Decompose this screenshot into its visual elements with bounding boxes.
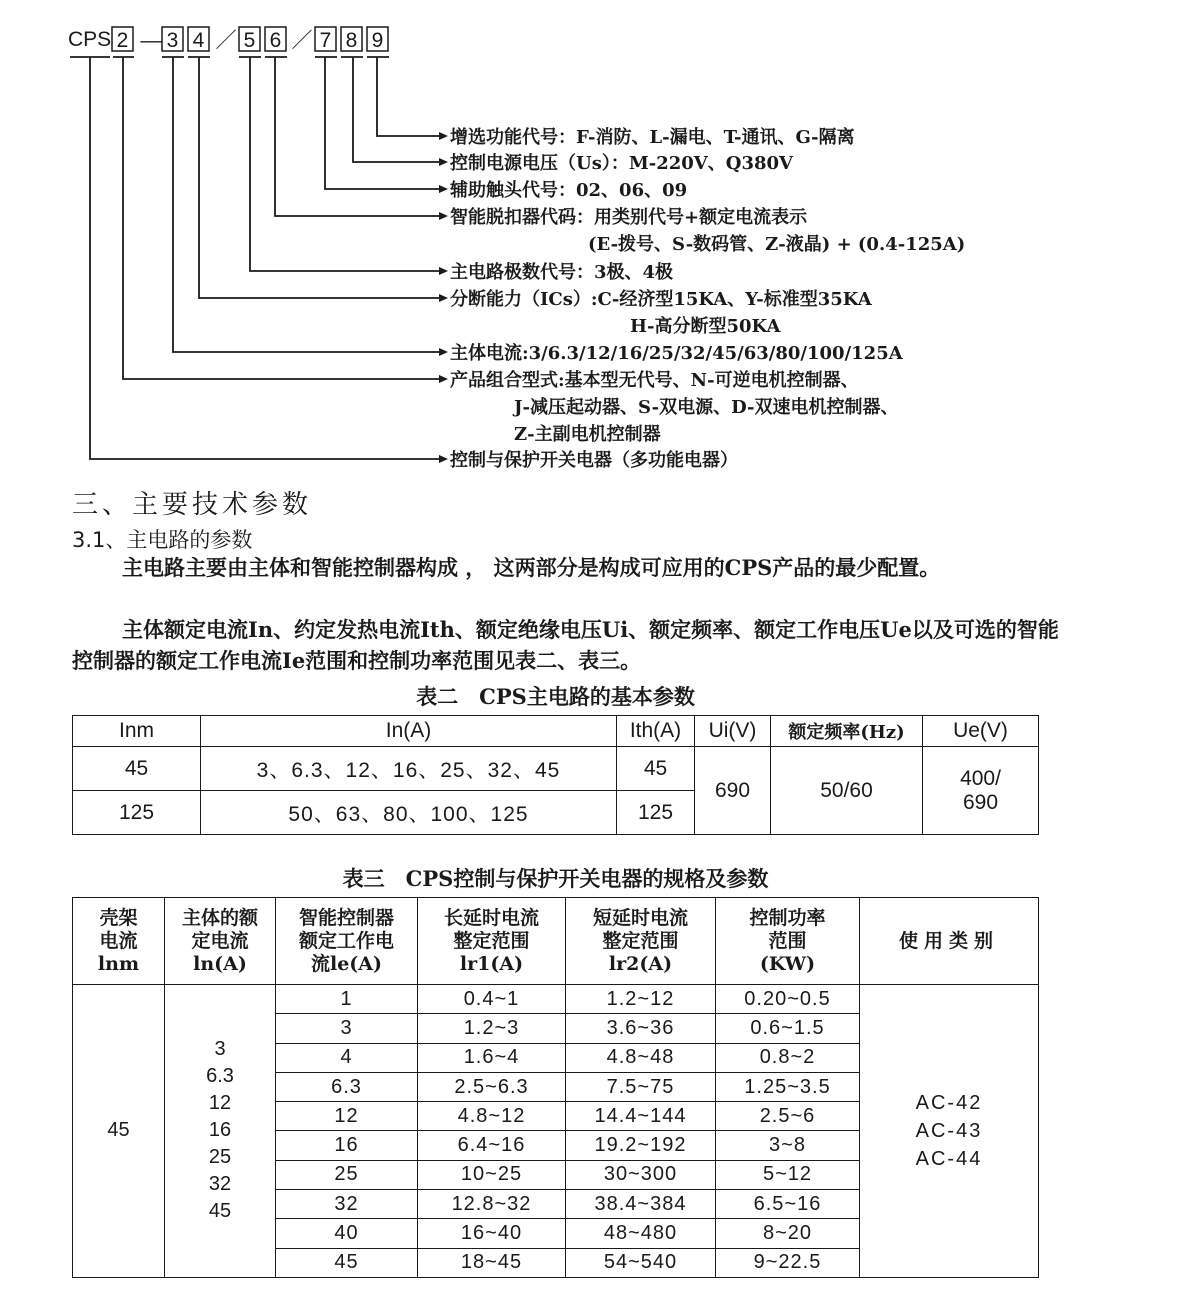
code-description-6: [450, 206, 965, 255]
arrow-right-icon: [439, 267, 448, 275]
code-box-7: [315, 27, 336, 52]
table2-cell-inm: 45: [73, 747, 201, 791]
table3-cell-kw: 6.5~16: [716, 1190, 860, 1219]
table3-cell-ie: 40: [276, 1219, 418, 1248]
header-line: 长延时电流: [443, 906, 539, 929]
table3-header-cell: [165, 898, 276, 985]
code-description-8: [450, 152, 794, 174]
header-line: 控制功率: [749, 906, 826, 929]
table2-cell-in: 50、63、80、100、125: [201, 791, 617, 835]
description-line: J-减压起动器、S-双电源、D-双速电机控制器、: [514, 397, 899, 418]
table3-cell-ie: 32: [276, 1190, 418, 1219]
description-line: 控制与保护开关电器（多功能电器）: [450, 450, 738, 471]
arrow-right-icon: [439, 185, 448, 193]
connector-5: [250, 57, 448, 275]
code-box-label: 6: [269, 29, 282, 52]
table3-header-cell: [418, 898, 566, 985]
body-current-value: 16: [208, 1119, 232, 1142]
table3-cell-kw: 0.8~2: [716, 1043, 860, 1072]
header-line: 短延时电流: [592, 906, 688, 929]
header-line: 范围: [768, 929, 807, 952]
table3-cell-ir1: 16~40: [418, 1219, 566, 1248]
code-separator: ／: [291, 29, 313, 52]
table3-header-cell: [276, 898, 418, 985]
table3-cell-ir1: 10~25: [418, 1160, 566, 1189]
table3-cell-kw: 1.25~3.5: [716, 1072, 860, 1101]
table2-cell-ui: 690: [695, 747, 771, 835]
code-description-7: [449, 179, 687, 201]
arrow-right-icon: [439, 375, 448, 383]
table3-cell-ir2: 1.2~12: [566, 985, 716, 1014]
table3-caption: 表三 CPS控制与保护开关电器的规格及参数: [342, 866, 769, 891]
table3-cell-ir1: 0.4~1: [418, 985, 566, 1014]
table3-cell-kw: 8~20: [716, 1219, 860, 1248]
table3-cell-ir2: 48~480: [566, 1219, 716, 1248]
table3-cell-ir1: 1.6~4: [418, 1043, 566, 1072]
header-line: lr2(A): [608, 952, 673, 975]
table3-cell-ir2: 19.2~192: [566, 1131, 716, 1160]
description-line: 增选功能代号：F-消防、L-漏电、T-通讯、G-隔离: [450, 127, 855, 148]
table3-cell-ir1: 18~45: [418, 1248, 566, 1277]
body-current-value: 45: [208, 1200, 232, 1223]
code-box-label: 7: [319, 29, 332, 52]
code-description-5: [450, 261, 673, 283]
body-current-value: 6.3: [206, 1065, 234, 1088]
table3-cell-ie: 16: [276, 1131, 418, 1160]
connector-3: [173, 57, 448, 356]
connector-9: [377, 57, 448, 140]
table2-header-freq: 额定频率(Hz): [771, 716, 923, 747]
paragraph-1-text: 主电路主要由主体和智能控制器构成 ， 这两部分是构成可应用的CPS产品的最少配置。: [122, 555, 941, 580]
table2-caption: 表二 CPS主电路的基本参数: [416, 684, 695, 709]
table2-header-ith: Ith(A): [617, 716, 695, 747]
header-line: 整定范围: [602, 929, 679, 952]
table3-header-cell: [716, 898, 860, 985]
arrow-right-icon: [439, 212, 448, 220]
table3-cell-usage-category: [860, 985, 1039, 1278]
usage-category-value: AC-42: [915, 1092, 983, 1114]
header-line: ln(A): [193, 952, 247, 975]
table3-cell-ir1: 12.8~32: [418, 1190, 566, 1219]
code-box-9: [367, 27, 388, 52]
code-box-6: [265, 27, 286, 52]
table3-cell-ie: 12: [276, 1102, 418, 1131]
arrow-right-icon: [439, 158, 448, 166]
code-separator: —: [140, 29, 162, 52]
code-box-label: 3: [166, 29, 179, 52]
paragraph-2-text: 主体额定电流In、约定发热电流Ith、额定绝缘电压Ui、额定频率、额定工作电压Ue以及可选的智能控制器的额定工作电流Ie范围和控制功率范围见表二、表三。: [72, 617, 1059, 673]
table3-cell-ir1: 1.2~3: [418, 1014, 566, 1043]
paragraph-parameters: [72, 614, 1062, 676]
header-line: 整定范围: [453, 929, 530, 952]
table3-cell-ie: 1: [276, 985, 418, 1014]
code-box-4: [188, 27, 209, 52]
code-box-3: [162, 27, 183, 52]
description-line: 辅助触头代号：02、06、09: [450, 180, 688, 201]
subsection-title: 3.1、主电路的参数: [72, 528, 253, 552]
header-line: 壳架: [99, 906, 138, 929]
arrow-right-icon: [439, 294, 448, 302]
header-line: 主体的额: [181, 906, 258, 929]
usage-category-value: AC-44: [915, 1148, 983, 1170]
table2-cell-inm: 125: [73, 791, 201, 835]
body-current-value: 25: [208, 1146, 232, 1169]
table3-cell-ir1: 2.5~6.3: [418, 1072, 566, 1101]
code-box-label: 4: [192, 29, 205, 52]
header-line: 使用类别: [898, 929, 999, 952]
table2-ue-line-1: 400/: [960, 766, 1001, 790]
code-separator: ／: [215, 29, 237, 52]
table3-cell-ir2: 30~300: [566, 1160, 716, 1189]
connector-8: [353, 57, 448, 166]
header-line: 额定工作电: [298, 929, 394, 952]
code-box-8: [341, 27, 362, 52]
table3-header-cell: [566, 898, 716, 985]
model-code-diagram: [0, 0, 1196, 480]
table3-cell-ir1: 6.4~16: [418, 1131, 566, 1160]
table3-cell-body-currents: [165, 985, 276, 1278]
description-line: 主体电流:3/6.3/12/16/25/32/45/63/80/100/125A: [450, 343, 903, 364]
table3-cell-ie: 6.3: [276, 1072, 418, 1101]
table2-cell-ue: [923, 747, 1039, 835]
code-box-label: 5: [243, 29, 256, 52]
table3-header-row: [73, 898, 1039, 985]
connector-7: [325, 57, 448, 193]
table3-cell-ie: 4: [276, 1043, 418, 1072]
table2-header-in: In(A): [201, 716, 617, 747]
table2-header-row: [73, 716, 1039, 747]
code-box-label: 9: [371, 29, 384, 52]
code-description-3: [450, 342, 904, 364]
body-current-value: 3: [214, 1038, 226, 1061]
header-line: lr1(A): [459, 952, 524, 975]
header-line: (KW): [759, 952, 816, 975]
description-line: 分断能力（ICs）:C-经济型15KA、Y-标准型35KA: [450, 289, 872, 310]
code-box-5: [239, 27, 260, 52]
connector-CPS: [90, 57, 448, 463]
description-line: 控制电源电压（Us）：M-220V、Q380V: [450, 153, 793, 174]
connector-6: [275, 57, 448, 220]
table3-header-cell: [73, 898, 165, 985]
table-row: [73, 985, 1039, 1014]
arrow-right-icon: [439, 455, 448, 463]
header-line: 定电流: [191, 929, 249, 952]
header-line: 流le(A): [310, 952, 383, 975]
description-line: 智能脱扣器代码：用类别代号+额定电流表示: [450, 207, 808, 228]
table3-cell-kw: 9~22.5: [716, 1248, 860, 1277]
model-prefix: CPS: [68, 28, 112, 51]
table3-cell-ir2: 3.6~36: [566, 1014, 716, 1043]
description-line: 产品组合型式:基本型无代号、N-可逆电机控制器、: [450, 370, 859, 391]
usage-category-value: AC-43: [915, 1120, 983, 1142]
section-title: 三、主要技术参数: [72, 490, 313, 520]
header-line: lnm: [97, 952, 140, 975]
code-box-label: 8: [345, 29, 358, 52]
table2-ue-line-2: 690: [962, 790, 999, 814]
header-line: 电流: [99, 929, 138, 952]
code-box-2: [112, 27, 133, 52]
table3-cell-ie: 45: [276, 1248, 418, 1277]
table2-main-circuit-params: [72, 715, 1039, 835]
code-description-9: [450, 126, 855, 148]
table3-cell-ie: 25: [276, 1160, 418, 1189]
table3-cell-ir2: 54~540: [566, 1248, 716, 1277]
table2-cell-ith: 45: [617, 747, 695, 791]
table2-cell-ith: 125: [617, 791, 695, 835]
arrow-right-icon: [439, 348, 448, 356]
table3-cell-ir2: 7.5~75: [566, 1072, 716, 1101]
table3-cps-specs: [72, 897, 1039, 1278]
body-current-value: 32: [208, 1173, 232, 1196]
table3-cell-ie: 3: [276, 1014, 418, 1043]
table2-header-ui: Ui(V): [695, 716, 771, 747]
arrow-right-icon: [439, 132, 448, 140]
table3-cell-kw: 5~12: [716, 1160, 860, 1189]
body-current-value: 12: [208, 1092, 232, 1115]
table3-cell-kw: 0.6~1.5: [716, 1014, 860, 1043]
code-description-4: [450, 288, 873, 337]
connector-4: [199, 57, 448, 302]
code-description-CPS: [450, 449, 738, 471]
table3-cell-ir1: 4.8~12: [418, 1102, 566, 1131]
table3-cell-kw: 2.5~6: [716, 1102, 860, 1131]
table3-cell-frame-current: 45: [73, 985, 165, 1278]
connector-2: [123, 57, 448, 383]
paragraph-main-circuit: [72, 552, 1062, 583]
description-line: H-高分断型50KA: [630, 316, 781, 337]
description-line: 主电路极数代号：3极、4极: [450, 262, 674, 283]
table3-cell-ir2: 14.4~144: [566, 1102, 716, 1131]
table3-header-cell: [860, 898, 1039, 985]
table-row: [73, 747, 1039, 791]
table2-header-inm: Inm: [73, 716, 201, 747]
table3-cell-ir2: 4.8~48: [566, 1043, 716, 1072]
table2-header-ue: Ue(V): [923, 716, 1039, 747]
code-box-label: 2: [116, 29, 129, 52]
description-line: Z-主副电机控制器: [514, 424, 661, 445]
table3-cell-kw: 0.20~0.5: [716, 985, 860, 1014]
table3-cell-kw: 3~8: [716, 1131, 860, 1160]
table2-cell-freq: 50/60: [771, 747, 923, 835]
description-line: (E-拨号、S-数码管、Z-液晶) + (0.4-125A): [588, 234, 966, 255]
header-line: 智能控制器: [298, 906, 394, 929]
code-description-2: [450, 369, 899, 445]
table3-cell-ir2: 38.4~384: [566, 1190, 716, 1219]
table2-cell-in: 3、6.3、12、16、25、32、45: [201, 747, 617, 791]
